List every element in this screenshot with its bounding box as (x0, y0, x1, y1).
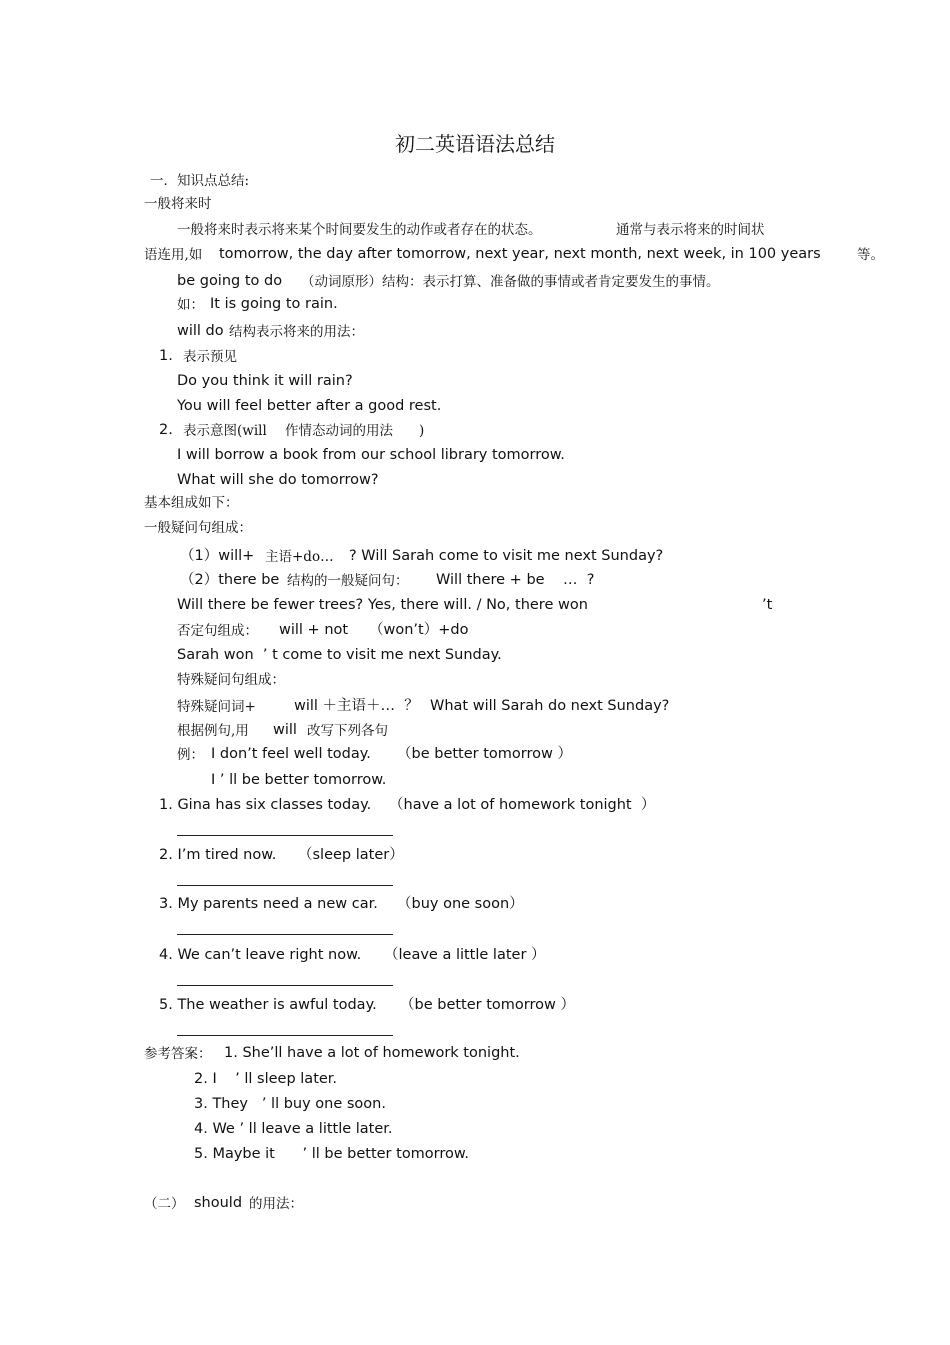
special-question-label: 特殊疑问句组成： (177, 672, 285, 688)
item-1-number: 1. (159, 348, 173, 364)
exercise-4-answer-blank (177, 985, 393, 986)
item-2-text-c: ) (419, 423, 425, 439)
general-q-1b: 主语+do… (265, 549, 334, 565)
item-2-text-a: 表示意图(will (183, 423, 267, 439)
exercise-2-question: 2. I’m tired now. (159, 847, 277, 863)
negative-example: Sarah won ’ t come to visit me next Sunday. (177, 647, 502, 663)
general-q-1a: （1）will+ (180, 548, 255, 564)
general-q-2c: Will there + be (436, 572, 545, 588)
answer-key-label: 参考答案： (144, 1046, 212, 1062)
example-question: I don’t feel well today. (211, 746, 371, 762)
example-label: 如： (177, 297, 204, 313)
item-2-example-2: What will she do tomorrow? (177, 472, 379, 488)
exercise-4-hint: （leave a little later ） (384, 947, 546, 963)
example-sentence: It is going to rain. (210, 296, 338, 312)
general-q-2d: … ? (563, 572, 595, 588)
special-q-a: 特殊疑问词+ (177, 699, 256, 715)
section-2-term: should (194, 1195, 243, 1211)
item-2-text-b: 作情态动词的用法 (285, 423, 393, 439)
item-2-number: 2. (159, 422, 173, 438)
answer-1: 1. She’ll have a lot of homework tonight. (224, 1045, 520, 1061)
going-to-desc: （动词原形）结构：表示打算、准备做的事情或者肯定要发生的事情。 (301, 274, 720, 290)
example-hint: （be better tomorrow ） (397, 746, 572, 762)
answer-4: 4. We ’ ll leave a little later. (194, 1121, 393, 1137)
special-q-b: will ＋主语＋… ？ (294, 698, 419, 714)
item-1-example-1: Do you think it will rain? (177, 373, 353, 389)
exercise-5-question: 5. The weather is awful today. (159, 997, 377, 1013)
general-q-2b: 结构的一般疑问句： (287, 573, 409, 589)
page-title: 初二英语语法总结 (395, 132, 555, 156)
there-be-example-b: ’t (762, 597, 773, 613)
intro-line-2b: tomorrow, the day after tomorrow, next year, next month, next week, in 100 years (219, 246, 821, 262)
subheading-future-tense: 一般将来时 (144, 196, 212, 212)
answer-5: 5. Maybe it ’ ll be better tomorrow. (194, 1146, 470, 1162)
exercise-1-answer-blank (177, 835, 393, 836)
intro-line-1a: 一般将来时表示将来某个时间要发生的动作或者存在的状态。 (177, 222, 542, 238)
intro-line-1b: 通常与表示将来的时间状 (616, 222, 765, 238)
example-answer: I ’ ll be better tomorrow. (211, 772, 387, 788)
will-do-desc: 结构表示将来的用法： (229, 324, 364, 340)
general-question-label: 一般疑问句组成： (144, 520, 252, 536)
exercise-3-question: 3. My parents need a new car. (159, 896, 378, 912)
item-1-example-2: You will feel better after a good rest. (177, 398, 442, 414)
negative-structure-a: will + not (279, 622, 349, 638)
exercise-3-hint: （buy one soon） (397, 896, 524, 912)
example-prefix: 例： (177, 747, 204, 763)
exercise-1-question: 1. Gina has six classes today. (159, 797, 372, 813)
rewrite-instruction-a: 根据例句,用 (177, 723, 249, 739)
exercise-2-answer-blank (177, 885, 393, 886)
rewrite-instruction-b: will (273, 722, 297, 738)
exercise-3-answer-blank (177, 934, 393, 935)
going-to-term: be going to do (177, 273, 283, 289)
intro-line-2c: 等。 (857, 247, 884, 263)
exercise-1-hint: （have a lot of homework tonight ） (389, 797, 656, 813)
answer-2: 2. I ’ ll sleep later. (194, 1071, 338, 1087)
rewrite-instruction-c: 改写下列各句 (307, 723, 388, 739)
general-q-1c: ? Will Sarah come to visit me next Sunday? (349, 548, 664, 564)
answer-3: 3. They ’ ll buy one soon. (194, 1096, 386, 1112)
section-2-desc: 的用法： (249, 1196, 303, 1212)
will-do-term: will do (177, 323, 224, 339)
negative-label: 否定句组成： (177, 623, 258, 639)
exercise-2-hint: （sleep later） (298, 847, 404, 863)
negative-structure-b: （won’t）+do (369, 622, 469, 638)
general-q-2a: （2）there be (180, 572, 280, 588)
section-2-label: （二） (144, 1196, 185, 1212)
item-1-text: 表示预见 (183, 349, 237, 365)
exercise-4-question: 4. We can’t leave right now. (159, 947, 362, 963)
special-q-example: What will Sarah do next Sunday? (430, 698, 670, 714)
intro-line-2a: 语连用,如 (144, 247, 203, 263)
section-heading: 一．知识点总结: (150, 173, 250, 189)
exercise-5-hint: （be better tomorrow ） (400, 997, 575, 1013)
exercise-5-answer-blank (177, 1035, 393, 1036)
item-2-example-1: I will borrow a book from our school library tomorrow. (177, 447, 565, 463)
basic-structure-label: 基本组成如下： (144, 495, 239, 511)
there-be-example-a: Will there be fewer trees? Yes, there will. / No, there won (177, 597, 588, 613)
